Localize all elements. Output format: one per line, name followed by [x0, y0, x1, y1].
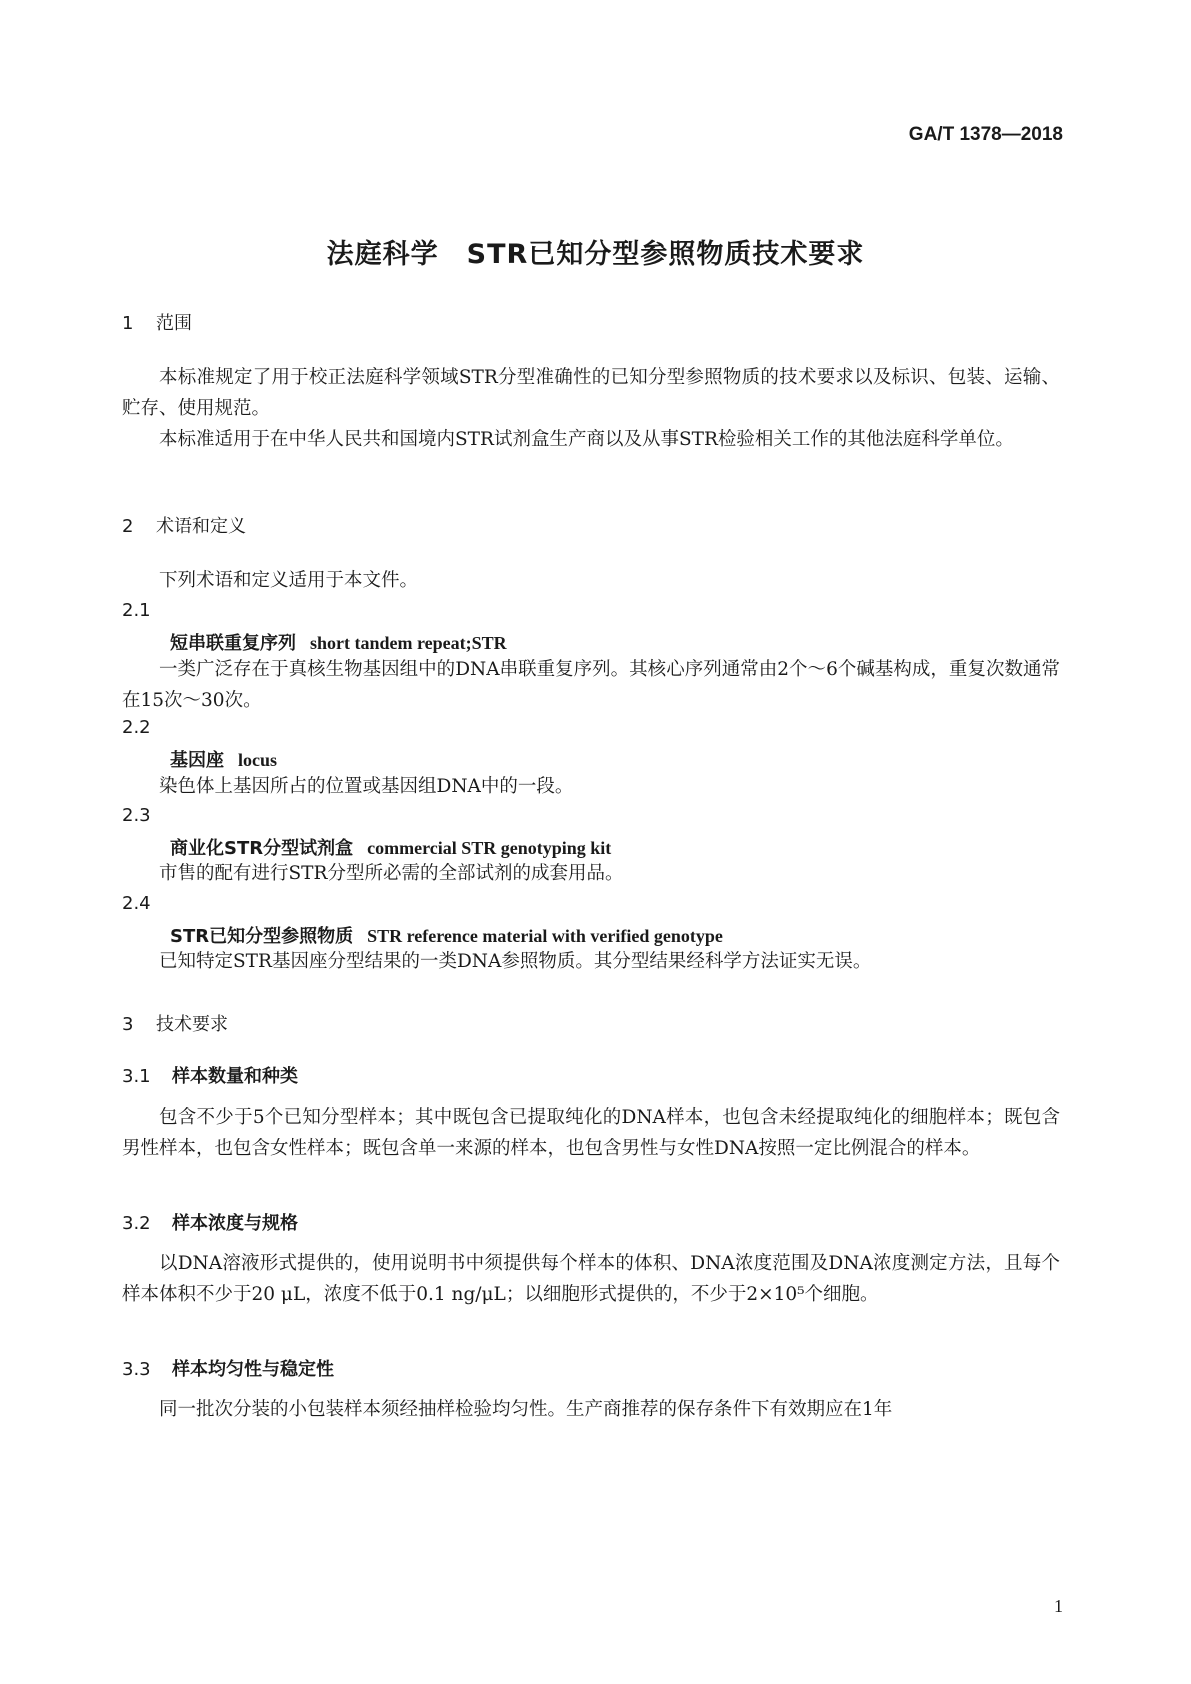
subsection-text: 以DNA溶液形式提供的，使用说明书中须提供每个样本的体积、DNA浓度范围及DNA浓度测定方法，且每个样本体积不少于20 μL，浓度不低于0.1 ng/μL；以细胞形式提供的，不少于2×10⁵个细胞。	[122, 1253, 1060, 1305]
section-1-paragraph-2: 本标准适用于在中华人民共和国境内STR试剂盒生产商以及从事STR检验相关工作的其他法庭科学单位。	[159, 429, 1014, 450]
term-number: 2.2	[122, 717, 151, 738]
section-title: 技术要求	[156, 1014, 228, 1035]
subsection-number: 3.3	[122, 1359, 151, 1380]
section-2-intro: 下列术语和定义适用于本文件。	[159, 570, 419, 591]
section-2-heading	[122, 512, 246, 538]
term-heading	[170, 629, 507, 655]
subsection-title: 样本均匀性与稳定性	[172, 1359, 334, 1380]
subsection-heading	[122, 1062, 298, 1088]
term-number: 2.3	[122, 805, 151, 826]
standard-code: GA/T 1378—2018	[908, 124, 1063, 145]
subsection-text: 包含不少于5个已知分型样本；其中既包含已提取纯化的DNA样本，也包含未经提取纯化的细胞样本；既包含男性样本，也包含女性样本；既包含单一来源的样本，也包含男性与女性DNA按照一定比例混合的样本。	[122, 1107, 1060, 1159]
term-zh: STR已知分型参照物质	[170, 926, 354, 947]
subsection-heading	[122, 1355, 334, 1381]
subsection-text: 同一批次分装的小包装样本须经抽样检验均匀性。生产商推荐的保存条件下有效期应在1年	[159, 1399, 893, 1420]
term-heading	[170, 922, 723, 948]
section-1-paragraph-1: 本标准规定了用于校正法庭科学领域STR分型准确性的已知分型参照物质的技术要求以及标识、包装、运输、贮存、使用规范。	[122, 367, 1060, 419]
document-title: 法庭科学 STR已知分型参照物质技术要求	[326, 239, 865, 270]
term-definition: 一类广泛存在于真核生物基因组中的DNA串联重复序列。其核心序列通常由2个～6个碱基构成，重复次数通常在15次～30次。	[122, 659, 1060, 711]
subsection-title: 样本数量和种类	[172, 1066, 298, 1087]
term-en: short tandem repeat;STR	[310, 633, 507, 653]
term-heading	[170, 834, 611, 860]
section-number: 3	[122, 1014, 134, 1035]
term-definition: 染色体上基因所占的位置或基因组DNA中的一段。	[159, 776, 574, 797]
term-number: 2.4	[122, 893, 151, 914]
term-en: locus	[238, 750, 278, 770]
section-1-heading	[122, 309, 192, 335]
section-number: 2	[122, 516, 134, 537]
term-zh: 基因座	[170, 750, 224, 771]
term-number: 2.1	[122, 600, 151, 621]
page-number: 1	[1054, 1596, 1063, 1616]
term-definition: 市售的配有进行STR分型所必需的全部试剂的成套用品。	[159, 863, 624, 884]
section-title: 范围	[156, 313, 192, 334]
term-en: commercial STR genotyping kit	[367, 838, 612, 858]
term-zh: 短串联重复序列	[170, 633, 296, 654]
term-en: STR reference material with verified genotype	[367, 926, 723, 946]
term-zh: 商业化STR分型试剂盒	[170, 838, 354, 859]
section-3-heading	[122, 1010, 228, 1036]
subsection-title: 样本浓度与规格	[172, 1213, 298, 1234]
term-heading	[170, 746, 277, 772]
subsection-heading	[122, 1209, 298, 1235]
term-definition: 已知特定STR基因座分型结果的一类DNA参照物质。其分型结果经科学方法证实无误。	[159, 951, 872, 972]
subsection-number: 3.1	[122, 1066, 151, 1087]
section-number: 1	[122, 313, 134, 334]
subsection-number: 3.2	[122, 1213, 151, 1234]
section-title: 术语和定义	[156, 516, 246, 537]
